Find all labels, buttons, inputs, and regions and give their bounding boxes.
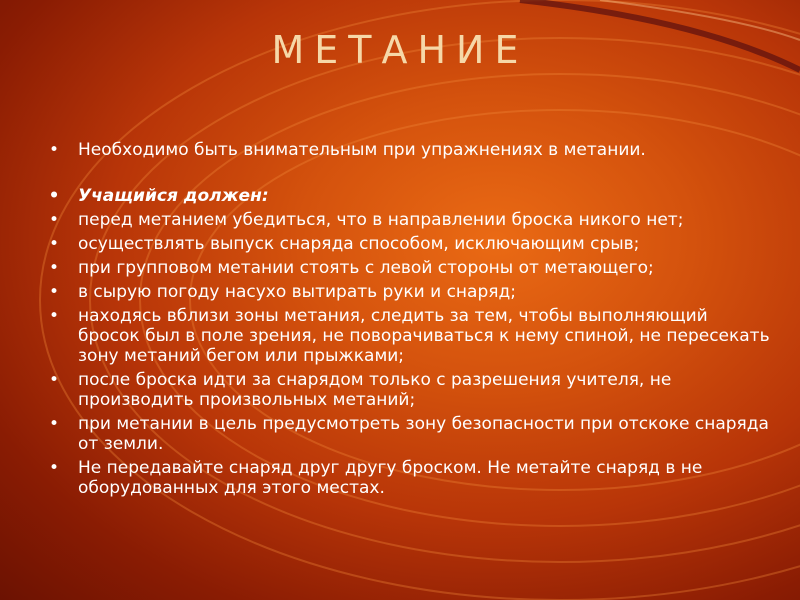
list-item-text: находясь вблизи зоны метания, следить за тем, чтобы выполняющий бросок был в поле зрения, не поворачиваться к нему спиной, не пересекать зону метаний бегом или прыжками; bbox=[78, 306, 770, 366]
list-item bbox=[44, 306, 774, 366]
bullet-dot-icon: • bbox=[48, 414, 60, 434]
list-item bbox=[44, 210, 774, 230]
bullet-list bbox=[44, 140, 774, 498]
bullet-dot-icon: • bbox=[48, 458, 60, 478]
list-item bbox=[44, 370, 774, 410]
list-item bbox=[44, 234, 774, 254]
heading-text: Учащийся должен: bbox=[78, 186, 269, 206]
list-item-text: Не передавайте снаряд друг другу броском. Не метайте снаряд в не оборудованных для этого местах. bbox=[78, 458, 703, 498]
list-item-text: после броска идти за снарядом только с разрешения учителя, не производить произвольных метаний; bbox=[78, 370, 672, 410]
slide-content bbox=[44, 140, 774, 502]
list-item-text: перед метанием убедиться, что в направлении броска никого нет; bbox=[78, 210, 684, 230]
intro-text: Необходимо быть внимательным при упражнениях в метании. bbox=[78, 140, 646, 160]
list-item-text: при групповом метании стоять с левой стороны от метающего; bbox=[78, 258, 654, 278]
bullet-dot-icon: • bbox=[48, 210, 60, 230]
list-item bbox=[44, 414, 774, 454]
list-item-text: при метании в цель предусмотреть зону безопасности при отскоке снаряда от земли. bbox=[78, 414, 769, 454]
bullet-dot-icon: • bbox=[48, 370, 60, 390]
list-item bbox=[44, 258, 774, 278]
bullet-dot-icon: • bbox=[48, 282, 60, 302]
bullet-dot-icon: • bbox=[48, 186, 60, 206]
bullet-dot-icon: • bbox=[48, 234, 60, 254]
bullet-dot-icon: • bbox=[48, 258, 60, 278]
bullet-dot-icon: • bbox=[48, 306, 60, 326]
list-item-text: осуществлять выпуск снаряда способом, исключающим срыв; bbox=[78, 234, 640, 254]
list-item-heading bbox=[44, 186, 774, 206]
list-item bbox=[44, 458, 774, 498]
list-item-intro bbox=[44, 140, 774, 160]
slide-title: МЕТАНИЕ bbox=[271, 28, 529, 72]
list-item-text: в сырую погоду насухо вытирать руки и снаряд; bbox=[78, 282, 516, 302]
bullet-dot-icon: • bbox=[48, 140, 60, 160]
list-item bbox=[44, 282, 774, 302]
